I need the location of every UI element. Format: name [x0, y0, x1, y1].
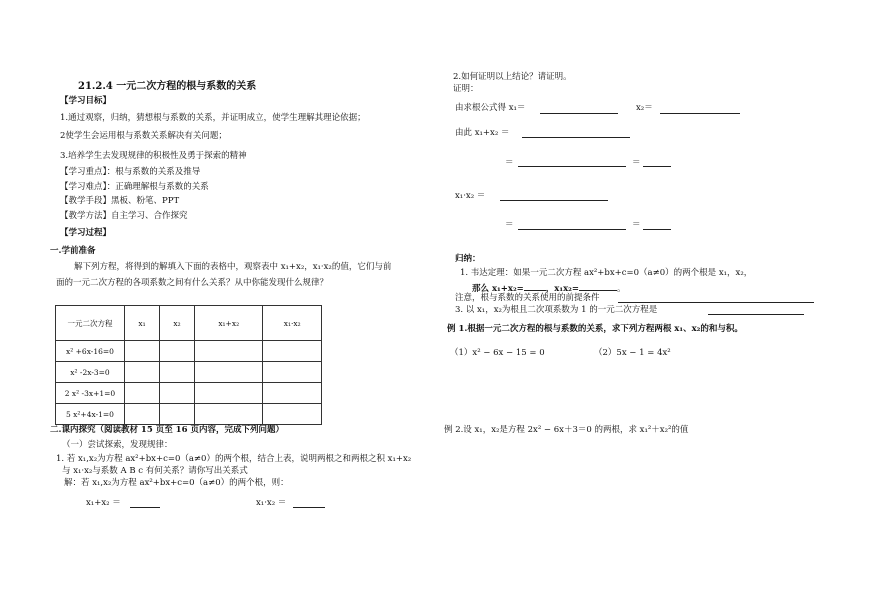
sum-answer-blank[interactable]: [130, 507, 160, 508]
example-1-part-2: （2）5x − 1 = 4x²: [594, 348, 671, 358]
table-row: [56, 341, 322, 362]
table-row: [56, 404, 322, 425]
table-cell[interactable]: [263, 383, 322, 404]
table-cell[interactable]: [160, 362, 195, 383]
equation-blank[interactable]: [708, 314, 804, 315]
product-label: x₁·x₂ ＝: [256, 498, 287, 508]
goals-heading: 【学习目标】: [60, 96, 112, 106]
example-1: 例 1.根据一元二次方程的根与系数的关系，求下列方程两根 x₁、x₂的和与积。: [447, 324, 743, 334]
table-equation-cell: 5 x²+4x-1=0: [56, 404, 125, 425]
sum-label: x₁+x₂ ＝: [86, 498, 121, 508]
table-cell[interactable]: [263, 362, 322, 383]
summary-item-2: 注意，根与系数的关系使用的前提条件: [455, 293, 600, 303]
summary-heading: 归纳：: [455, 254, 481, 264]
table-header-cell: x₁: [125, 306, 160, 341]
question-2-line-1: 2.如何证明以上结论？请证明。: [453, 72, 572, 82]
prep-heading: 一.学前准备: [50, 246, 96, 256]
sum-step-2-blank[interactable]: [518, 166, 626, 167]
table-header-cell: x₁·x₂: [263, 306, 322, 341]
prep-text-1: 解下列方程，将得到的解填入下面的表格中，观察表中 x₁+x₂，x₁·x₂的值，它们与前: [74, 262, 392, 272]
table-cell[interactable]: [125, 404, 160, 425]
key-point: 【学习重点】：根与系数的关系及推导: [60, 167, 201, 177]
table-cell[interactable]: [195, 341, 263, 362]
product-equals-2: ＝: [632, 220, 641, 230]
teaching-method: 【教学方法】自主学习、合作探究: [60, 211, 188, 221]
roots-table: [55, 305, 322, 425]
question-2-line-2: 证明：: [453, 84, 479, 94]
sum-equals-1: ＝: [505, 158, 514, 168]
sum-result-blank[interactable]: [643, 166, 671, 167]
table-row: [56, 362, 322, 383]
difficulty: 【学习难点】：正确理解根与系数的关系: [60, 182, 209, 192]
goal-1: 1.通过观察，归纳，猜想根与系数的关系，并证明成立，使学生理解其理论依据；: [60, 113, 366, 123]
sum-step-1-blank[interactable]: [522, 137, 630, 138]
table-cell[interactable]: [195, 404, 263, 425]
summary-item-1: 1. 韦达定理：如果一元二次方程 ax²+bx+c=0（a≠0）的两个根是 x₁，x₂，: [460, 268, 753, 278]
sum-equals-2: ＝: [632, 158, 641, 168]
example-2: 例 2.设 x₁，x₂是方程 2x² − 6x＋3＝0 的两根，求 x₁²＋x₂²的值: [444, 425, 689, 435]
goal-3: 3.培养学生去发现规律的积极性及勇于探索的精神: [60, 151, 247, 161]
process-heading: 【学习过程】: [60, 228, 112, 238]
table-cell[interactable]: [160, 383, 195, 404]
table-cell[interactable]: [125, 383, 160, 404]
product-answer-blank[interactable]: [293, 507, 325, 508]
page-title: 21.2.4 一元二次方程的根与系数的关系: [78, 81, 257, 92]
vieta-product-blank[interactable]: [579, 281, 617, 291]
product-result-blank[interactable]: [643, 229, 671, 230]
product-step-1-blank[interactable]: [500, 200, 608, 201]
table-cell[interactable]: [263, 341, 322, 362]
table-row: [56, 383, 322, 404]
x1-answer-blank[interactable]: [540, 113, 618, 114]
root-formula-label: 由求根公式得 x₁＝: [455, 103, 526, 113]
product-equals-1: ＝: [505, 220, 514, 230]
explore-heading: 二.课内探究（阅读教材 15 页至 16 页内容，完成下列问题）: [50, 425, 284, 435]
table-cell[interactable]: [160, 341, 195, 362]
table-header-row: [56, 306, 322, 341]
x2-label: x₂＝: [636, 103, 653, 113]
example-1-part-1: （1）x² − 6x − 15 = 0: [450, 348, 545, 358]
question-1-line-1: 1. 若 x₁,x₂为方程 ax²+bx+c=0（a≠0）的两个根，结合上表，说明两根之和两根之积 x₁+x₂: [56, 454, 412, 464]
precondition-blank[interactable]: [618, 302, 814, 303]
teaching-means: 【教学手段】黑板、粉笔、PPT: [60, 196, 180, 206]
table-header-cell: x₂: [160, 306, 195, 341]
vieta-product-label: ，x₁x₂=: [545, 284, 580, 294]
x2-answer-blank[interactable]: [660, 113, 740, 114]
question-1-line-2: 与 x₁·x₂与系数 A B c 有何关系？请你写出关系式: [62, 466, 248, 476]
table-equation-cell: x² -2x-3=0: [56, 362, 125, 383]
table-cell[interactable]: [263, 404, 322, 425]
table-equation-cell: 2 x² -3x+1=0: [56, 383, 125, 404]
table-cell[interactable]: [195, 362, 263, 383]
vieta-sum-blank[interactable]: [524, 281, 546, 291]
table-cell[interactable]: [125, 341, 160, 362]
table-equation-cell: x² +6x-16=0: [56, 341, 125, 362]
vieta-sum-label: 那么 x₁+x₂=: [472, 284, 524, 294]
table-cell[interactable]: [195, 383, 263, 404]
explore-subheading: （一）尝试探索，发现规律：: [62, 440, 173, 450]
product-step-2-blank[interactable]: [518, 229, 626, 230]
period: 。: [617, 284, 626, 294]
question-1-line-3: 解：若 x₁,x₂为方程 ax²+bx+c=0（a≠0）的两个根，则：: [64, 478, 289, 488]
table-header-cell: 一元二次方程: [56, 306, 125, 341]
product-derivation-label: x₁·x₂ ＝: [455, 191, 486, 201]
summary-item-3: 3. 以 x₁，x₂为根且二次项系数为 1 的一元二次方程是: [455, 305, 658, 315]
goal-2: 2使学生会运用根与系数关系解决有关问题；: [60, 131, 227, 141]
sum-derivation-label: 由此 x₁+x₂ ＝: [455, 128, 510, 138]
table-header-cell: x₁+x₂: [195, 306, 263, 341]
prep-text-2: 面的一元二次方程的各项系数之间有什么关系？从中你能发现什么规律？: [56, 278, 329, 288]
table-cell[interactable]: [125, 362, 160, 383]
table-cell[interactable]: [160, 404, 195, 425]
